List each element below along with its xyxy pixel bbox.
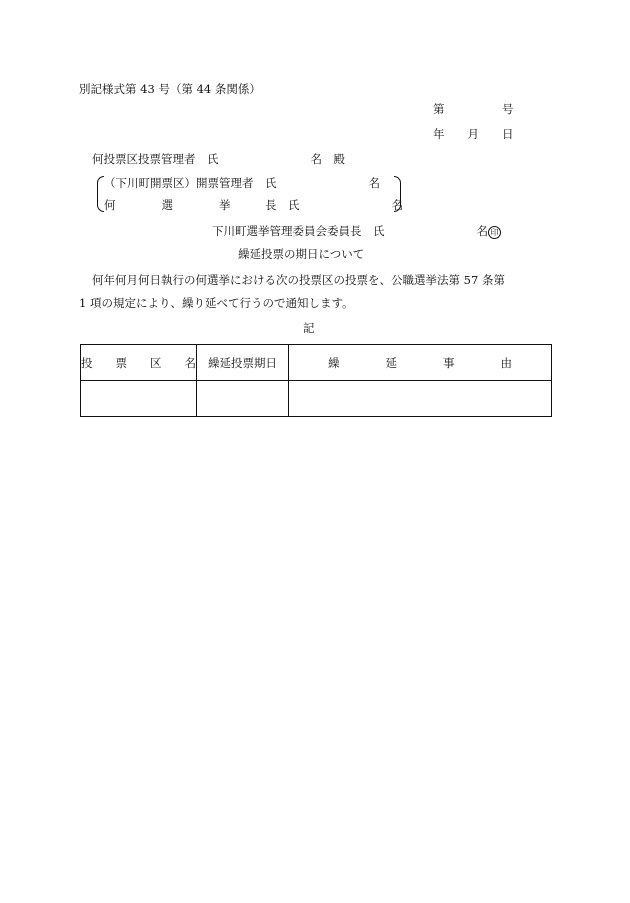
cc-line-counting-manager: （下川町開票区）開票管理者 氏 名 (104, 176, 380, 190)
table-header-row (81, 345, 552, 381)
date-line: 年 月 日 (433, 127, 514, 141)
ki-heading: 記 (303, 321, 315, 335)
seal-mark: 印 (488, 226, 501, 239)
postponement-table (80, 344, 552, 417)
left-bracket (97, 176, 104, 212)
cell-postponement-reason (289, 381, 552, 417)
addressee-line: 何投票区投票管理者 氏 名 殿 (92, 152, 345, 166)
cc-line-election-chief: 何 選 挙 長 氏 名 (104, 198, 403, 212)
header-precinct-name: 投 票 区 名 (81, 345, 197, 381)
document-title: 繰延投票の期日について (238, 247, 365, 261)
header-postponement-reason: 繰 延 事 由 (289, 345, 552, 381)
body-line-2: 1 項の規定により、繰り延べて行うので通知します。 (79, 296, 354, 310)
body-line-1: 何年何月何日執行の何選挙における次の投票区の投票を、公職選挙法第 57 条第 (92, 273, 505, 287)
header-postponed-date: 繰延投票期日 (197, 345, 289, 381)
cell-postponed-date (197, 381, 289, 417)
table-row (81, 381, 552, 417)
sender-line (212, 224, 501, 239)
cell-precinct-name (81, 381, 197, 417)
form-label: 別記様式第 43 号（第 44 条関係） (79, 82, 261, 96)
document-number-line: 第 号 (433, 102, 514, 116)
right-bracket (394, 176, 401, 212)
sender-text: 下川町選挙管理委員会委員長 氏 名 (212, 224, 488, 238)
